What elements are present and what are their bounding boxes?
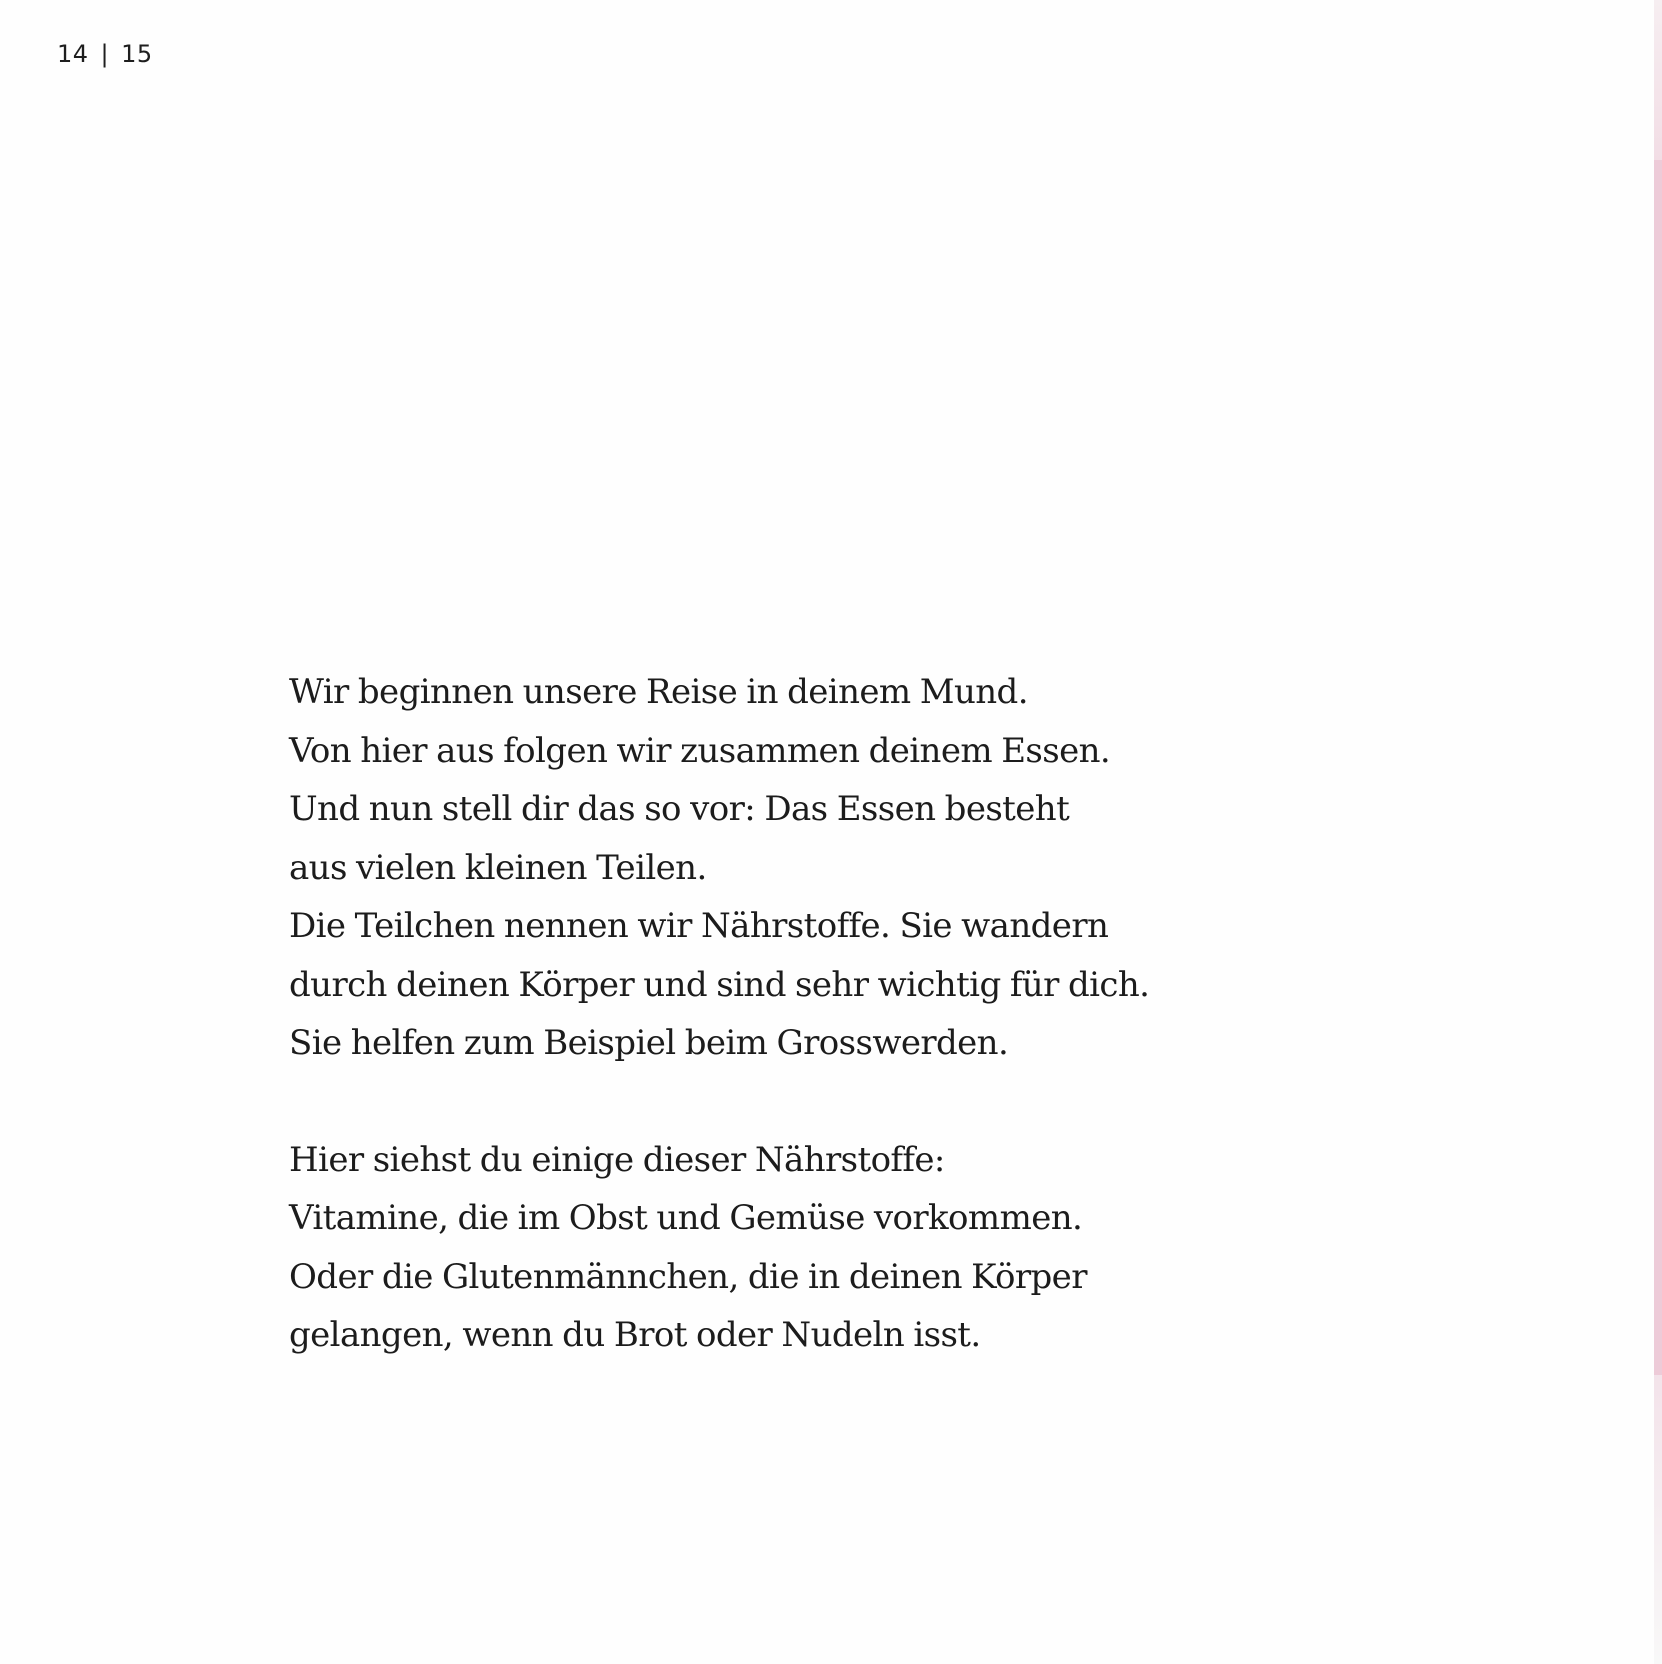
text-line: Sie helfen zum Beispiel beim Grosswerden. — [289, 1023, 1009, 1063]
text-line: Oder die Glutenmännchen, die in deinen Körper — [289, 1256, 1087, 1297]
text-line: Die Teilchen nennen wir Nährstoffe. Sie wandern — [289, 906, 1109, 946]
text-line: Vitamine, die im Obst und Gemüse vorkommen. — [289, 1198, 1083, 1238]
page-edge-strip-top — [1654, 0, 1662, 160]
text-line: Und nun stell dir das so vor: Das Essen besteht — [289, 789, 1070, 829]
paragraph-intro — [289, 672, 1149, 1082]
text-line: durch deinen Körper und sind sehr wichtig für dich. — [289, 964, 1150, 1005]
text-line: Hier siehst du einige dieser Nährstoffe: — [289, 1139, 945, 1180]
page-number-right: 15 — [121, 40, 153, 68]
page-number — [57, 40, 153, 68]
page-number-left: 14 — [57, 40, 89, 68]
text-line: Von hier aus folgen wir zusammen deinem Essen. — [289, 730, 1111, 771]
page-edge-strip-bottom — [1654, 1375, 1662, 1664]
paragraph-nutrients — [289, 1140, 1149, 1374]
text-line: gelangen, wenn du Brot oder Nudeln isst. — [289, 1315, 981, 1355]
page-edge-strip — [1654, 160, 1662, 1375]
body-text — [289, 672, 1149, 1374]
text-line: aus vielen kleinen Teilen. — [289, 847, 707, 888]
page-number-separator: | — [100, 40, 110, 68]
text-line: Wir beginnen unsere Reise in deinem Mund. — [289, 672, 1028, 712]
